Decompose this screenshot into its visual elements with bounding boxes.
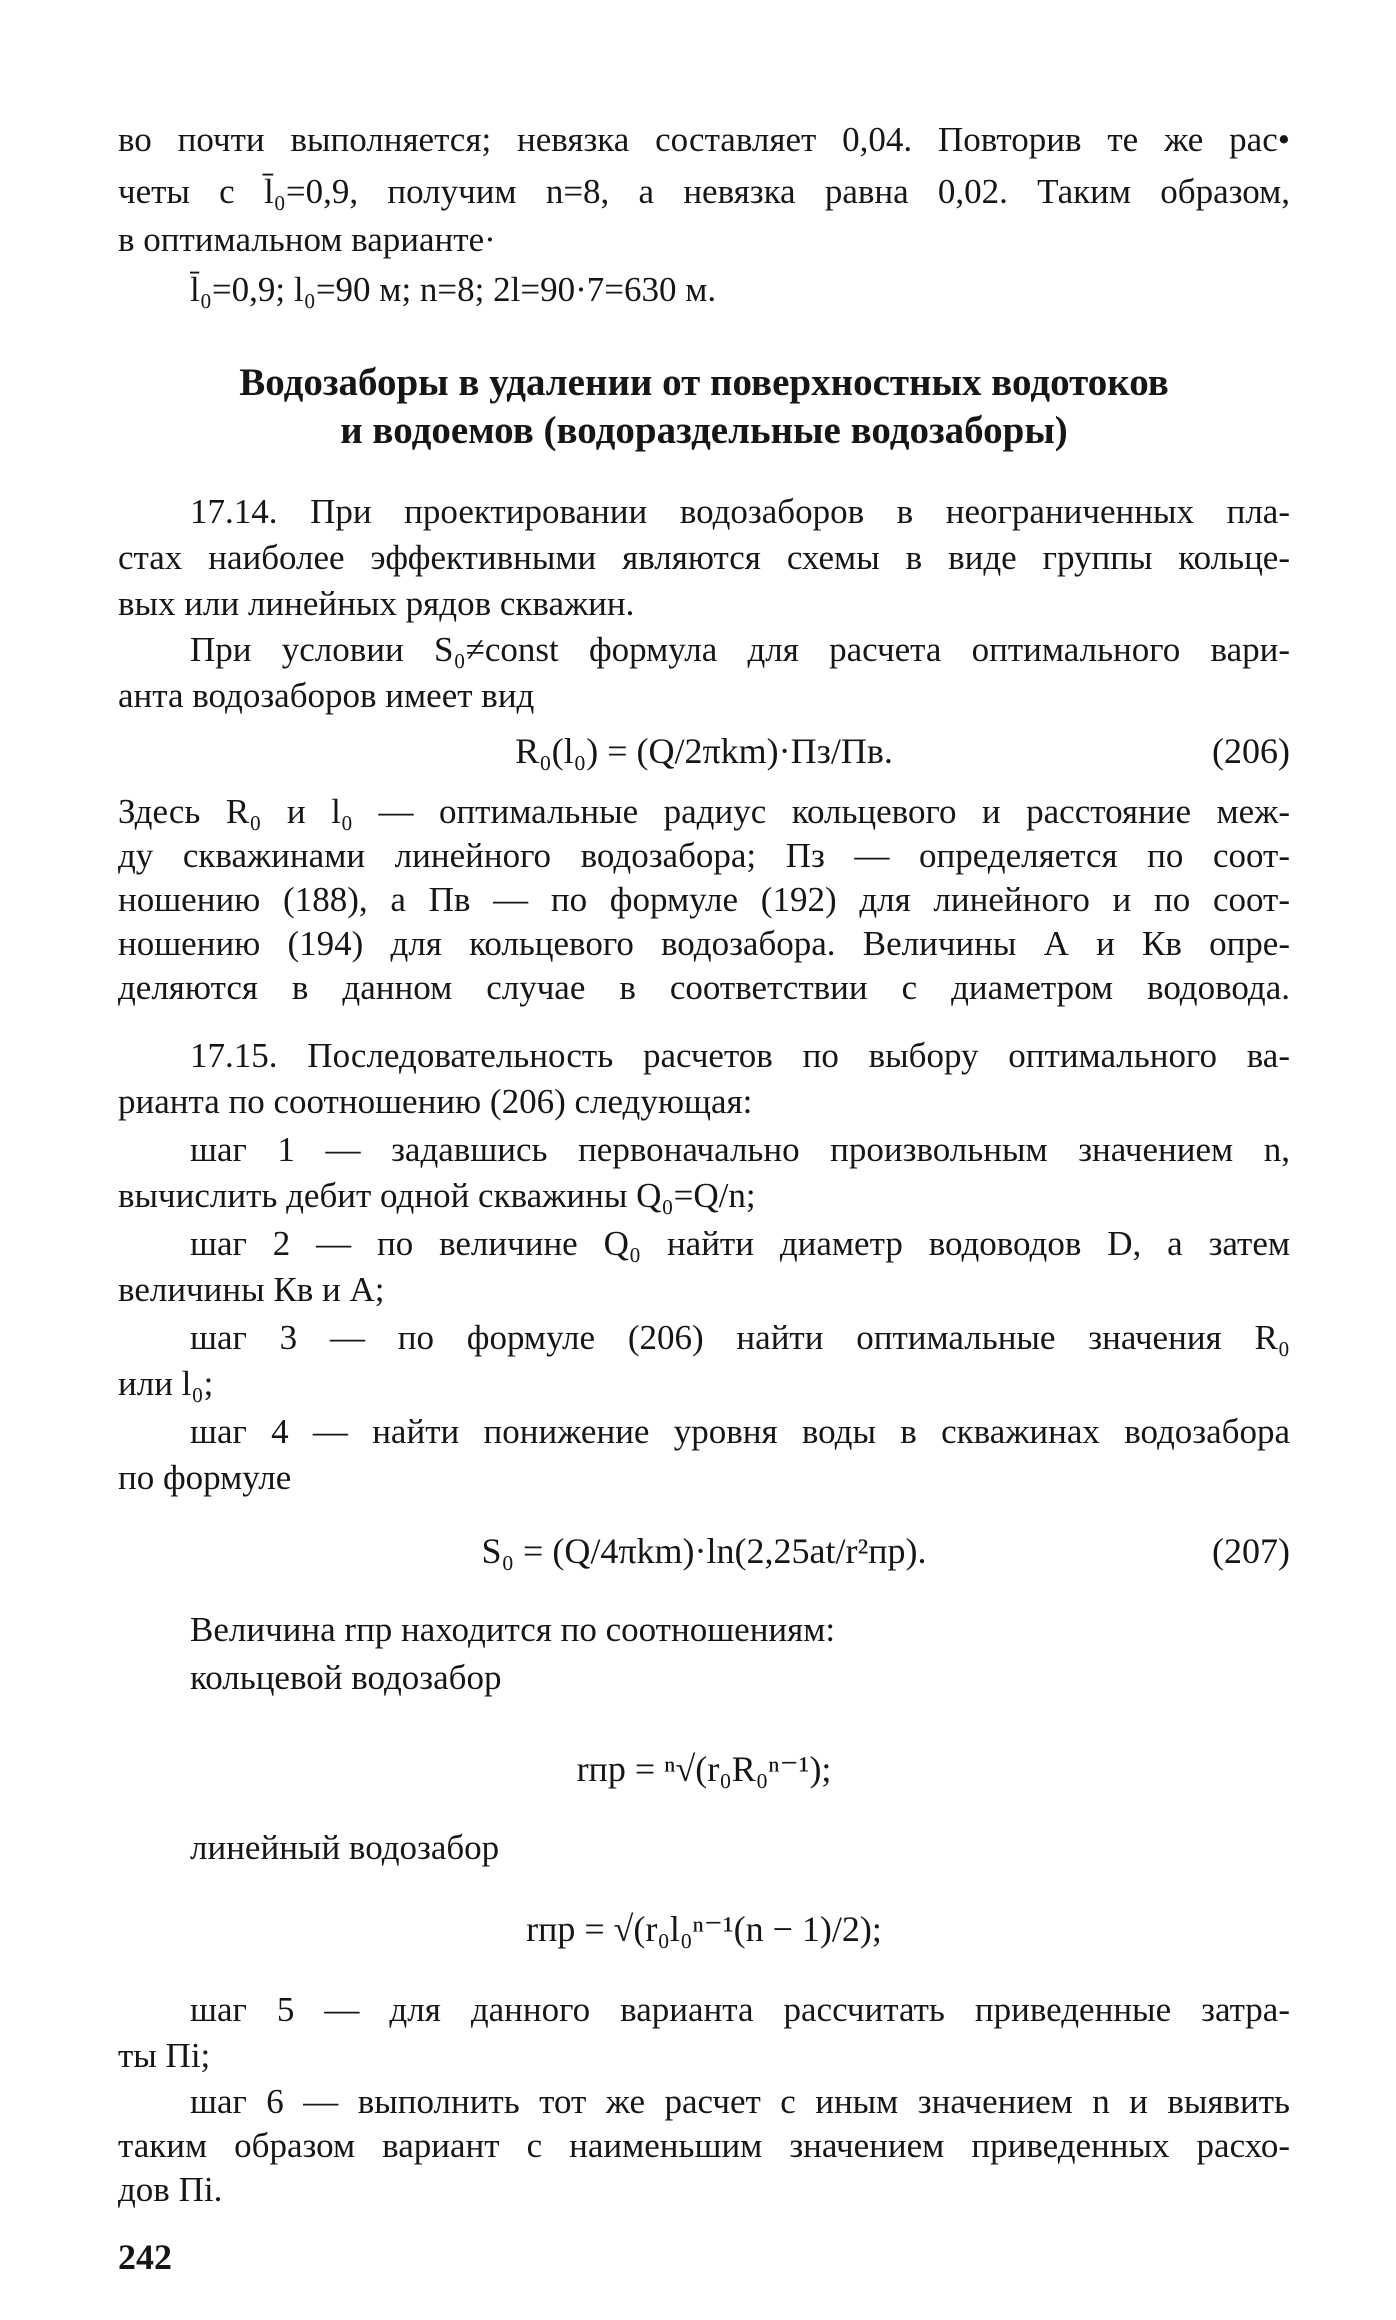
paragraph-line: 17.15. Последовательность расчетов по выбору оптимального ва- [190, 1036, 1290, 1075]
formula-ring [118, 1738, 1290, 1800]
paragraph-line: ношению (194) для кольцевого водозабора. Величины А и Кв опре- [118, 924, 1290, 963]
paragraph-line: кольцевой водозабор [190, 1658, 502, 1697]
result-line: l̄₀=0,9; l₀=90 м; n=8; 2l=90·7=630 м. [190, 270, 717, 309]
step-line: шаг 2 — по величине Q₀ найти диаметр водоводов D, а затем [190, 1224, 1290, 1263]
paragraph-line: вых или линейных рядов скважин. [118, 584, 635, 623]
paragraph-line: стах наиболее эффективными являются схемы в виде группы кольце- [118, 538, 1290, 577]
formula-206-number: (206) [1212, 731, 1290, 771]
step-line: шаг 6 — выполнить тот же расчет с иным значением n и выявить [190, 2082, 1290, 2121]
step-line: ты Пi; [118, 2036, 211, 2075]
step-line: таким образом вариант с наименьшим значением приведенных расхо- [118, 2126, 1290, 2165]
paragraph-line: Величина rпр находится по соотношениям: [190, 1610, 836, 1649]
step-line: величины Кв и А; [118, 1270, 385, 1309]
step-line: шаг 1 — задавшись первоначально произвольным значением n, [190, 1130, 1290, 1169]
step-line: или l₀; [118, 1364, 214, 1403]
step-line: по формуле [118, 1458, 292, 1497]
page-number: 242 [118, 2237, 172, 2277]
paragraph-line: 17.14. При проектировании водозаборов в неограниченных пла- [190, 492, 1290, 531]
formula-207-expression: S₀ = (Q/4πkm)·ln(2,25at/r²пр). [481, 1531, 927, 1571]
step-line: шаг 5 — для данного варианта рассчитать приведенные затра- [190, 1990, 1290, 2029]
step-line: шаг 4 — найти понижение уровня воды в скважинах водозабора [190, 1412, 1290, 1451]
step-line: вычислить дебит одной скважины Q₀=Q/n; [118, 1176, 756, 1215]
section-heading: Водозаборы в удалении от поверхностных водотоков [239, 361, 1169, 404]
paragraph-line: анта водозаборов имеет вид [118, 676, 535, 715]
paragraph-line: Здесь R₀ и l₀ — оптимальные радиус кольцевого и расстояние меж- [118, 792, 1290, 831]
paragraph-line: рианта по соотношению (206) следующая: [118, 1082, 753, 1121]
text-line: четы с l̄₀=0,9, получим n=8, а невязка равна 0,02. Таким образом, [118, 172, 1290, 211]
formula-206 [118, 720, 1290, 782]
text-line: в оптимальном варианте· [118, 220, 496, 259]
formula-206-expression: R₀(l₀) = (Q/2πkm)·Пз/Пв. [515, 731, 893, 771]
formula-ring-expression: rпр = ⁿ√(r₀R₀ⁿ⁻¹); [576, 1749, 832, 1789]
step-line: шаг 3 — по формуле (206) найти оптимальные значения R₀ [190, 1318, 1290, 1357]
formula-linear-expression: rпр = √(r₀l₀ⁿ⁻¹(n − 1)/2); [526, 1909, 882, 1949]
formula-linear [118, 1898, 1290, 1960]
formula-207-number: (207) [1212, 1531, 1290, 1571]
text-line: во почти выполняется; невязка составляет 0,04. Повторив те же рас• [118, 120, 1290, 159]
paragraph-line: линейный водозабор [190, 1828, 500, 1867]
paragraph-line: При условии S₀≠const формула для расчета оптимального вари- [190, 630, 1290, 669]
paragraph-line: ду скважинами линейного водозабора; Пз — определяется по соот- [118, 836, 1290, 875]
paragraph-line: ношению (188), а Пв — по формуле (192) для линейного и по соот- [118, 880, 1290, 919]
step-line: дов Пi. [118, 2170, 223, 2209]
formula-207 [118, 1520, 1290, 1582]
paragraph-line: деляются в данном случае в соответствии с диаметром водовода. [118, 968, 1290, 1007]
section-heading: и водоемов (водораздельные водозаборы) [340, 409, 1068, 452]
